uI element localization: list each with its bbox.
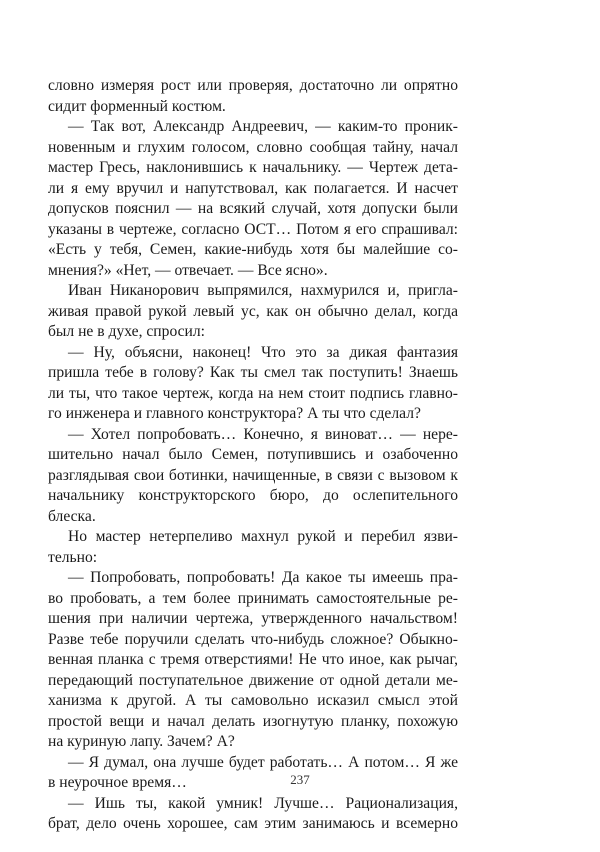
- text-line: простой вещи и начал делать изогнутую планку, похожую: [48, 712, 458, 730]
- text-line: мастер Гресь, наклонившись к начальнику. — Чертеж дета-: [48, 159, 458, 176]
- text-line: допусков пояснил — на всякий случай, хотя допуски были: [48, 200, 458, 217]
- text-line: мнения?» «Нет, — отвечает. — Все ясно».: [48, 261, 328, 279]
- text-line: указаны в чертеже, согласно ОСТ… Потом я его спрашивал:: [48, 220, 458, 238]
- text-line: — Ишь ты, какой умник! Лучше… Рационализация,: [68, 794, 458, 812]
- text-line: блеска.: [48, 507, 96, 525]
- text-line: Иван Никанорович выпрямился, нахмурился и, пригла-: [68, 282, 458, 299]
- text-line: тельно:: [48, 548, 98, 566]
- text-line: в неурочное время…: [48, 774, 187, 791]
- text-line: — Попробовать, попробовать! Да какое ты имеешь пра-: [68, 569, 458, 586]
- text-line: шения при наличии чертежа, утвержденного начальством!: [48, 610, 458, 627]
- text-line: Разве тебе поручили сделать что-нибудь сложное? Обыкно-: [48, 630, 458, 648]
- text-line: шительно начал было Семен, потупившись и озабоченно: [48, 446, 458, 463]
- text-line: ханизма к другой. А ты самовольно исказил смысл этой: [48, 692, 458, 709]
- text-line: го инженера и главного конструктора? А ты что сделал?: [48, 405, 421, 422]
- text-line: передающий поступательное движение от одной детали ме-: [48, 671, 458, 689]
- text-line: словно измеряя рост или проверяя, достаточно ли опрятно: [48, 77, 458, 94]
- book-page-text: [48, 76, 458, 835]
- text-line: — Я думал, она лучше будет работать… А потом… Я же: [68, 753, 458, 771]
- text-line: ли я ему вручил и напутствовал, как полагается. И насчет: [48, 179, 458, 197]
- text-line: живая правой рукой левый ус, как он обычно делал, когда: [48, 302, 458, 320]
- text-line: начальнику конструкторского бюро, до ослепительного: [48, 487, 458, 504]
- text-line: разглядывая свои ботинки, начищенные, в связи с вызовом к: [48, 466, 458, 484]
- text-line: — Ну, объясни, наконец! Что это за дикая фантазия: [68, 343, 458, 361]
- text-line: ли ты, что такое чертеж, когда на нем стоит подпись главно-: [48, 384, 458, 402]
- text-line: Но мастер нетерпеливо махнул рукой и перебил язви-: [68, 528, 458, 545]
- text-line: новенным и глухим голосом, словно сообщая тайну, начал: [48, 138, 458, 156]
- text-line: был не в духе, спросил:: [48, 323, 206, 340]
- text-line: — Хотел попробовать… Конечно, я виноват… — нере-: [68, 425, 458, 443]
- text-line: венная планка с тремя отверстиями! Не что иное, как рычаг,: [48, 651, 458, 668]
- page-number: 237: [290, 772, 310, 787]
- text-line: на куриную лапу. Зачем? А?: [48, 733, 235, 750]
- text-line: — Так вот, Александр Андреевич, — каким-то проник-: [68, 118, 458, 135]
- text-line: брат, дело очень хорошее, сам этим занимаюсь и всемерно: [48, 815, 458, 832]
- text-line: сидит форменный костюм.: [48, 97, 226, 115]
- text-line: «Есть у тебя, Семен, какие-нибудь хотя бы малейшие со-: [48, 241, 458, 258]
- text-line: во пробовать, а тем более принимать самостоятельные ре-: [48, 589, 458, 607]
- text-line: пришла тебе в голову? Как ты смел так поступить! Знаешь: [48, 364, 458, 381]
